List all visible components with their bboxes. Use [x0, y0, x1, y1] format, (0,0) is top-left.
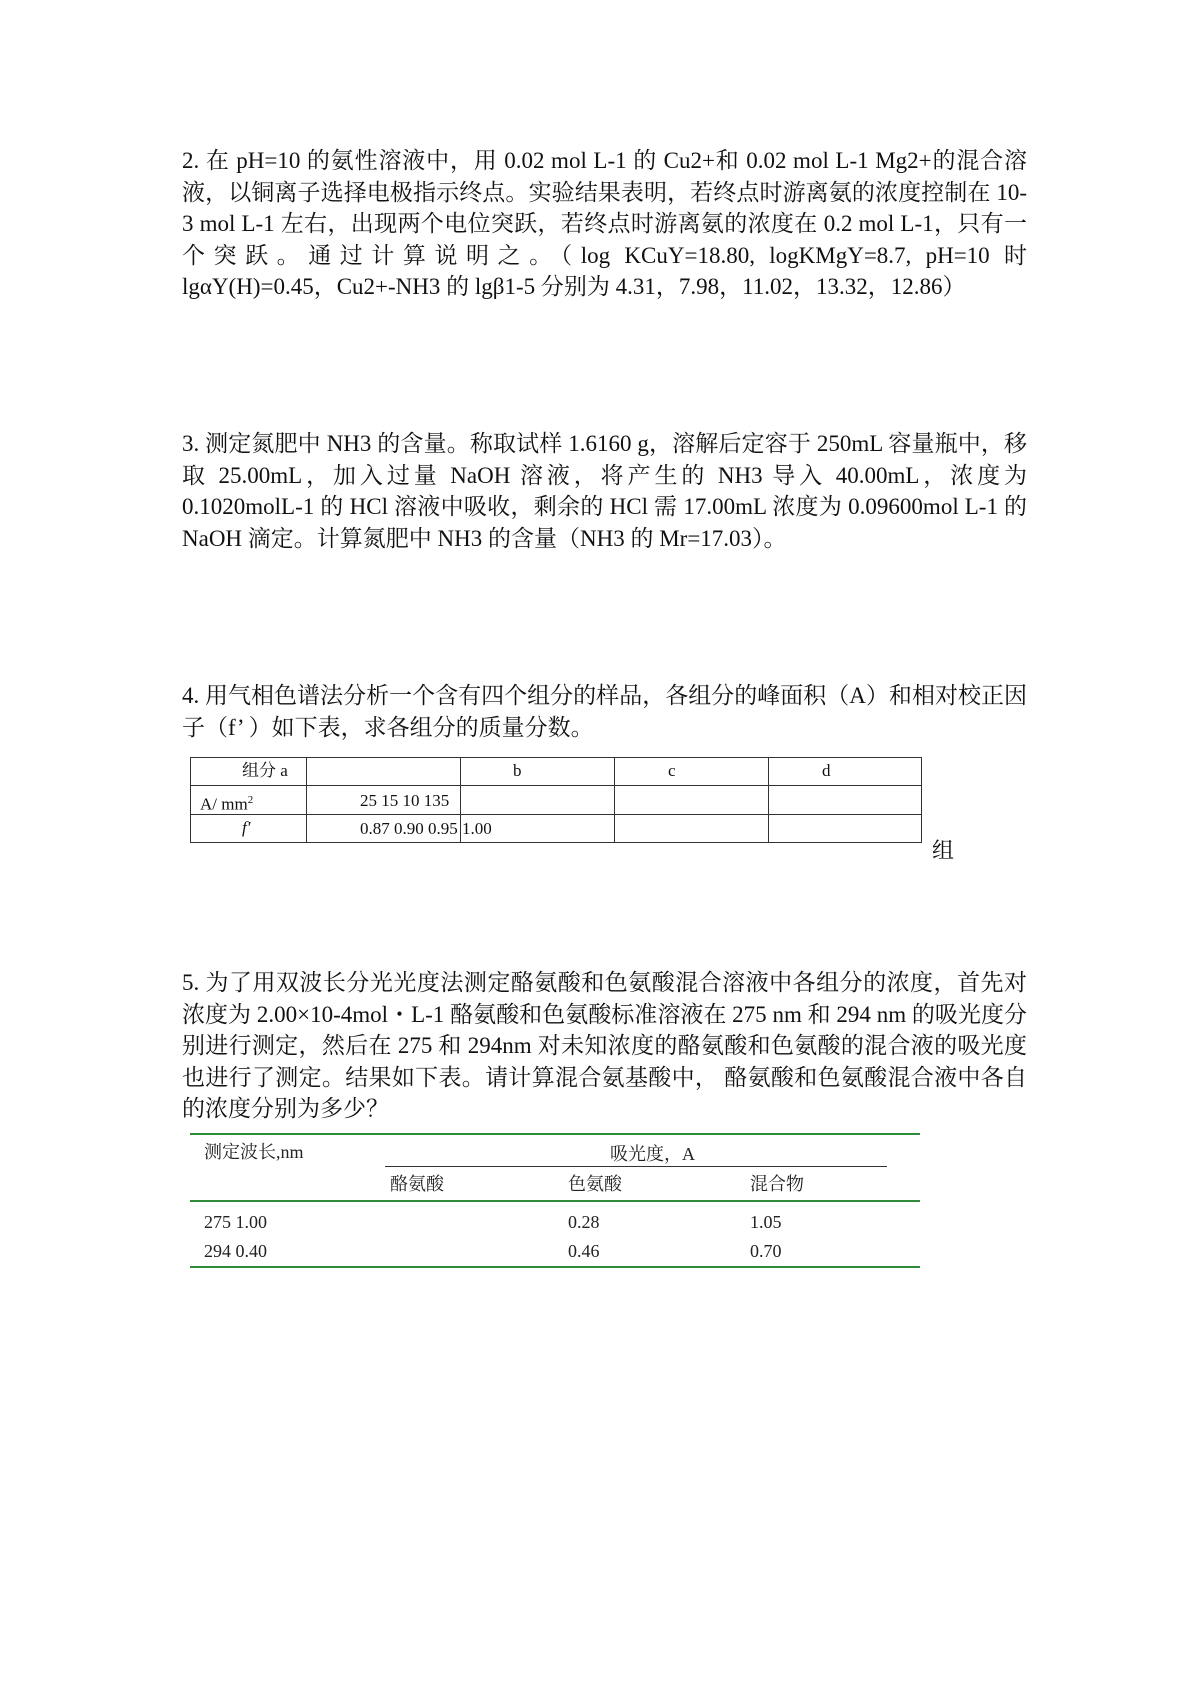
table-top-rule — [190, 1133, 920, 1135]
table-bottom-rule — [190, 1266, 920, 1268]
row-label-correction-factor: f′ — [242, 818, 251, 837]
header-absorbance: 吸光度，A — [610, 1144, 695, 1164]
row-294-tryptophan: 0.46 — [568, 1241, 600, 1261]
question-5-text: 5. 为了用双波长分光光度法测定酪氨酸和色氨酸混合溶液中各组分的浓度，首先对浓度为 2.00×10-4mol・L-1 酪氨酸和色氨酸标准溶液在 275 nm 和 294 nm 的吸光度分别进行测定，然后在 275 和 294nm 对未知浓度的酪氨酸和色氨酸的混合液的吸光度也进行了测定。结果如下表。请计算混合氨基酸中， 酪氨酸和色氨酸混合液中各自的浓度分别为多少？ — [182, 970, 1027, 1121]
question-3-text: 3. 测定氮肥中 NH3 的含量。称取试样 1.6160 g，溶解后定容于 250mL 容量瓶中，移取 25.00mL，加入过量 NaOH 溶液，将产生的 NH3 导入 40.00mL，浓度为 0.1020molL-1 的 HCl 溶液中吸收，剩余的 HCl 需 17.00mL 浓度为 0.09600mol L-1 的 NaOH 滴定。计算氮肥中 NH3 的含量（NH3 的 Mr=17.03）。 — [182, 431, 1027, 551]
header-component-d: d — [822, 761, 831, 780]
question-4-text: 4. 用气相色谱法分析一个含有四个组分的样品，各组分的峰面积（A）和相对校正因子（f’ ）如下表，求各组分的质量分数。 — [182, 683, 1027, 740]
header-mixture: 混合物 — [750, 1174, 804, 1194]
row-294-wavelength-tyrosine: 294 0.40 — [204, 1241, 267, 1261]
header-tryptophan: 色氨酸 — [568, 1174, 622, 1194]
row-294-mixture: 0.70 — [750, 1241, 782, 1261]
table-rule — [190, 757, 191, 843]
absorbance-table — [190, 1133, 920, 1263]
row-275-tryptophan: 0.28 — [568, 1212, 600, 1232]
table-rule — [190, 842, 922, 843]
header-component-c: c — [668, 761, 676, 780]
row-values-area: 25 15 10 135 — [360, 791, 450, 810]
table-rule — [768, 757, 769, 843]
row-275-wavelength-tyrosine: 275 1.00 — [204, 1212, 267, 1232]
table-rule — [614, 757, 615, 843]
table-rule — [190, 785, 922, 786]
table-rule — [190, 814, 922, 815]
stray-label: 组 — [932, 838, 955, 863]
table-group-rule — [385, 1166, 887, 1167]
table-rule — [306, 757, 307, 843]
table-rule — [190, 757, 922, 758]
header-component-b: b — [513, 761, 522, 780]
header-wavelength: 测定波长,nm — [204, 1142, 304, 1162]
row-values-correction-factor: 0.87 0.90 0.95 1.00 — [360, 819, 492, 838]
header-component-a: 组分 a — [242, 761, 288, 780]
table-mid-rule — [190, 1200, 920, 1202]
question-2-text: 2. 在 pH=10 的氨性溶液中，用 0.02 mol L-1 的 Cu2+和 0.02 mol L-1 Mg2+的混合溶液，以铜离子选择电极指示终点。实验结果表明，若终点时游离氨的浓度控制在 10-3 mol L-1 左右，出现两个电位突跃，若终点时游离氨的浓度在 0.2 mol L-1，只有一个突跃。通过计算说明之。（log KCuY=18.80, logKMgY=8.7, pH=10 时 lgαY(H)=0.45，Cu2+-NH3 的 lgβ1-5 分别为 4.31，7.98，11.02，13.32，12.86） — [182, 148, 1027, 299]
row-275-mixture: 1.05 — [750, 1212, 782, 1232]
row-label-area: A/ $mm^2$ — [200, 794, 254, 814]
table-rule — [921, 757, 922, 843]
header-tyrosine: 酪氨酸 — [390, 1174, 444, 1194]
peak-area-table — [190, 757, 922, 843]
